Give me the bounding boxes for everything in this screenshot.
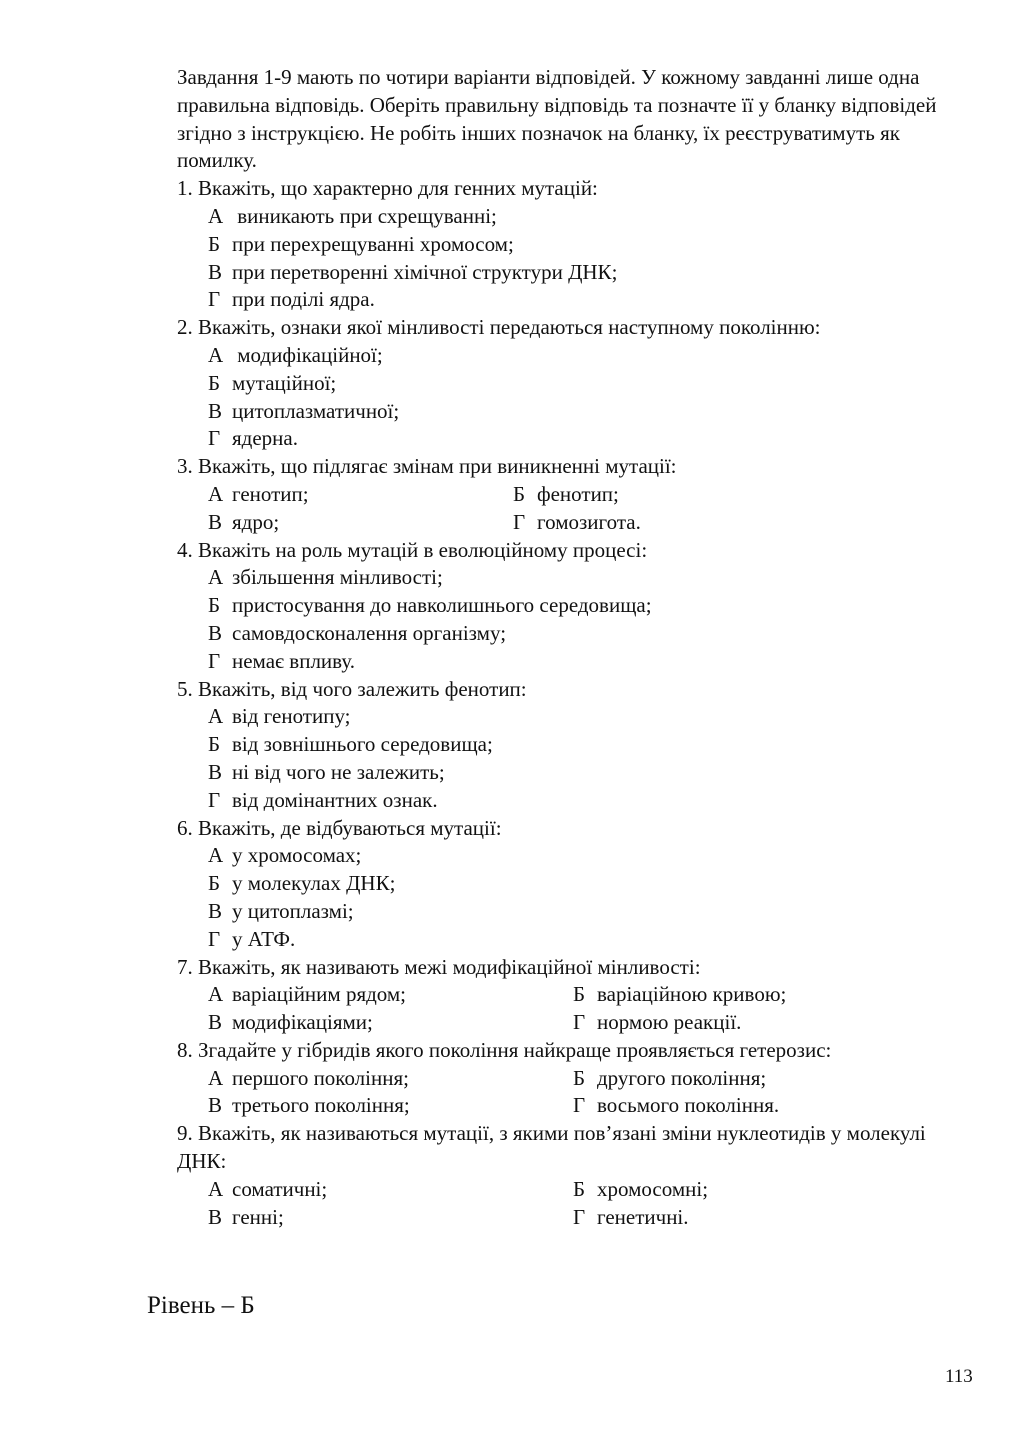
question-text: 8. Згадайте у гібридів якого покоління найкраще проявляється гетерозис:	[177, 1037, 832, 1062]
option-a: А у хромосомах;	[208, 843, 362, 868]
question-8	[177, 1037, 977, 1120]
option-d: Г немає впливу.	[208, 648, 356, 673]
option-d: Г восьмого покоління.	[573, 1093, 780, 1118]
level-heading: Рівень – Б	[147, 1292, 255, 1319]
option-b: Б фенотип;	[513, 481, 619, 506]
instructions-paragraph: Завдання 1-9 мають по чотири варіанти відповідей. У кожному завданні лише одна правильна відповідь. Оберіть правильну відповідь та позначте її у бланку відповідей згідно з інструкцією. Не робіть інших позначок на бланку, їх реєструватимуть як помилку.	[177, 65, 937, 173]
option-c: В ні від чого не залежить;	[208, 759, 445, 784]
option-c: В генні;	[208, 1204, 284, 1229]
test-content	[177, 64, 977, 1231]
question-text: 9. Вкажіть, як називаються мутації, з якими пов’язані зміни нуклеотидів у молекулі ДНК:	[177, 1121, 926, 1174]
options-list	[177, 1176, 977, 1232]
options-list	[177, 481, 977, 537]
options-list	[177, 1065, 977, 1121]
question-2	[177, 314, 977, 453]
question-text: 5. Вкажіть, від чого залежить фенотип:	[177, 676, 527, 701]
question-text: 1. Вкажіть, що характерно для генних мутацій:	[177, 176, 598, 201]
option-d: Г гомозигота.	[513, 509, 641, 534]
option-c: В третього покоління;	[208, 1093, 410, 1118]
option-d: Г у АТФ.	[208, 926, 296, 951]
question-text: 7. Вкажіть, як називають межі модифікаційної мінливості:	[177, 954, 701, 979]
option-b: Б хромосомні;	[573, 1176, 709, 1201]
option-c: В самовдосконалення організму;	[208, 620, 507, 645]
option-d: Г при поділі ядра.	[208, 287, 375, 312]
question-6	[177, 815, 977, 954]
option-b: Б варіаційною кривою;	[573, 982, 787, 1007]
option-c: В цитоплазматичної;	[208, 398, 400, 423]
options-list	[177, 564, 977, 675]
option-b: Б мутаційної;	[208, 370, 337, 395]
option-a: А від генотипу;	[208, 704, 351, 729]
question-3	[177, 453, 977, 536]
option-b: Б від зовнішнього середовища;	[208, 732, 493, 757]
option-a: А виникають при схрещуванні;	[208, 203, 497, 228]
option-b: Б пристосування до навколишнього середовища;	[208, 593, 652, 618]
options-list	[177, 342, 977, 453]
options-list	[177, 703, 977, 814]
question-9	[177, 1120, 977, 1231]
options-list	[177, 842, 977, 953]
question-1	[177, 175, 977, 314]
option-a: А першого покоління;	[208, 1065, 409, 1090]
option-c: В ядро;	[208, 509, 280, 534]
option-d: Г від домінантних ознак.	[208, 787, 438, 812]
question-text: 4. Вкажіть на роль мутацій в еволюційному процесі:	[177, 537, 648, 562]
question-7	[177, 954, 977, 1037]
option-a: А соматичні;	[208, 1176, 328, 1201]
option-a: А модифікаційної;	[208, 342, 383, 367]
option-d: Г ядерна.	[208, 426, 298, 451]
question-text: 2. Вкажіть, ознаки якої мінливості передаються наступному поколінню:	[177, 315, 821, 340]
page-number: 113	[945, 1366, 973, 1387]
option-b: Б при перехрещуванні хромосом;	[208, 231, 514, 256]
question-5	[177, 676, 977, 815]
options-list	[177, 203, 977, 314]
option-a: А збільшення мінливості;	[208, 565, 443, 590]
question-text: 3. Вкажіть, що підлягає змінам при виникненні мутації:	[177, 454, 677, 479]
question-text: 6. Вкажіть, де відбуваються мутації:	[177, 815, 502, 840]
option-b: Б у молекулах ДНК;	[208, 871, 396, 896]
option-b: Б другого покоління;	[573, 1065, 767, 1090]
option-c: В модифікаціями;	[208, 1010, 373, 1035]
option-c: В у цитоплазмі;	[208, 898, 354, 923]
option-d: Г генетичні.	[573, 1204, 689, 1229]
option-a: А варіаційним рядом;	[208, 982, 407, 1007]
option-d: Г нормою реакції.	[573, 1010, 742, 1035]
option-a: А генотип;	[208, 481, 309, 506]
option-c: В при перетворенні хімічної структури ДНК;	[208, 259, 618, 284]
question-4	[177, 537, 977, 676]
options-list	[177, 981, 977, 1037]
